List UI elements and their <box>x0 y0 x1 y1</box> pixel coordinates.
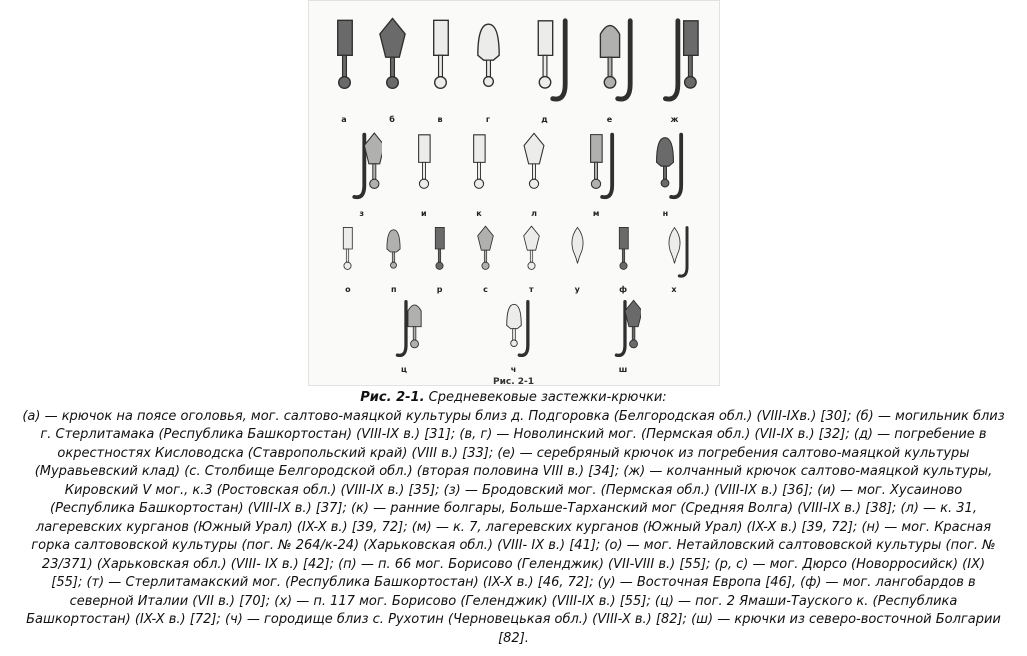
caption-line-3: окрестностях Кисловодска (Ставропольский край) (VIII в.) [33]; (е) — серебряный крючок из погребения салтово-маяцкой культуры <box>57 445 970 461</box>
caption-line-1: (а) — крючок на поясе оголовья, мог. салтово-маяцкой культуры близ д. Подгоровка (Белгородская обл.) (VIII-IXв.) [30]; (б) — могильник близ <box>22 408 1005 424</box>
artifact-d <box>520 15 570 125</box>
artifact-o <box>337 225 358 295</box>
caption-line-5: Кировский V мог., к.3 (Ростовская обл.) (VIII-IX в.) [35]; (з) — Бродовский мог. (Пермская обл.) (VIII-IX в.) [36]; (и) — мог. Хусаиново <box>64 482 963 498</box>
figure-row-2 <box>313 125 715 219</box>
artifact-zh <box>650 15 700 125</box>
artifact-label-ch: ч <box>510 365 517 374</box>
caption-line-8: горка салтововской культуры (пог. № 264/к-24) (Харьковская обл.) (VIII- IX в.) [41]; (о) — мог. Нетайловский салтововской культуры (пог. № <box>31 538 996 553</box>
artifact-label-m: м <box>592 209 600 218</box>
caption-title <box>8 389 1020 408</box>
caption-line-4: (Муравьевский клад) (с. Столбище Белгородской обл.) (вторая половина VIII в.) [34]; (ж) — колчанный крючок салтово-маяцкой культуры, <box>34 464 993 479</box>
figure-row-3 <box>313 219 715 295</box>
artifact-label-b: б <box>389 115 395 124</box>
caption-line-12: Башкортостан) (IX-X в.) [72]; (ч) — городище близ с. Рухотин (Черновецькая обл.) (VIII-X в.) [82]; (ш) — крючки из северо-восточной Болгарии <box>26 612 1001 627</box>
artifact-i <box>411 131 437 219</box>
artifact-label-i: и <box>420 209 427 218</box>
figure-caption <box>8 389 1020 648</box>
caption-line-10: [55]; (т) — Стерлитамакский мог. (Республика Башкортостан) (IX-X в.) [46, 72]; (у) — Восточная Европа [46], (ф) — мог. лангобардов в <box>51 575 976 590</box>
artifact-p <box>383 225 404 295</box>
caption-line-2: г. Стерлитамака (Республика Башкортостан) (VIII-IX в.) [31]; (в, г) — Новолинский мог. (Пермская обл.) (VII-IX в.) [32]; (д) — погребение в <box>40 427 987 442</box>
artifact-a <box>328 15 361 125</box>
artifact-label-ts: ц <box>401 365 407 374</box>
caption-title-number: Рис. 2-1. <box>360 390 425 405</box>
caption-line-7: лагеревских курганов (Южный Урал) (IX-X в.) [39, 72]; (м) — к. 7, лагеревских курганов (Южный Урал) (IX-X в.) [39, 72]; (н) — мог. Красная <box>35 519 992 535</box>
artifact-label-e: е <box>606 115 613 124</box>
artifact-label-l: л <box>531 209 537 218</box>
artifact-label-t: т <box>529 285 534 294</box>
artifact-label-n: н <box>662 209 669 218</box>
caption-line-11: северной Италии (VII в.) [70]; (х) — п. 117 мог. Борисово (Геленджик) (VIII-IX в.) [55]; (ц) — пог. 2 Ямаши-Тауского к. (Республика <box>69 593 958 609</box>
artifact-label-d: д <box>541 115 548 124</box>
artifact-n <box>645 131 685 219</box>
artifact-label-f: ф <box>619 285 628 294</box>
caption-title-text: Средневековые застежки-крючки: <box>424 390 667 405</box>
artifact-v <box>424 15 457 125</box>
caption-line-13: [82]. <box>498 630 529 646</box>
artifact-label-sh: ш <box>618 365 628 374</box>
artifact-f <box>613 225 634 295</box>
artifact-z <box>342 131 382 219</box>
artifact-g <box>472 15 505 125</box>
caption-line-9: 23/371) (Харьковская обл.) (VIII- IX в.) [42]; (п) — п. 66 мог. Борисово (Геленджик) (VII-VIII в.) [55]; (р, с) — мог. Дюрсо (Новорросийск) (IX) <box>41 556 986 572</box>
artifact-label-zh: ж <box>670 115 679 124</box>
artifact-b <box>376 15 409 125</box>
artifact-ts <box>386 299 422 375</box>
artifact-label-kh: х <box>671 285 677 294</box>
artifact-sh <box>605 299 641 375</box>
artifact-label-v: в <box>437 115 443 124</box>
plate-internal-label: Рис. 2-1 <box>492 377 535 387</box>
caption-line-6: (Республика Башкортостан) (VIII-IX в.) [37]; (к) — ранние болгары, Больше-Тарханский мог (Средняя Волга) (VIII-IX в.) [38]; (л) — к. 31, <box>50 501 977 516</box>
artifact-label-g: г <box>485 115 491 124</box>
artifact-ch <box>496 299 532 375</box>
artifact-l <box>521 131 547 219</box>
artifact-label-s: с <box>483 285 488 294</box>
artifact-label-r: р <box>436 285 443 294</box>
artifact-label-p: п <box>390 285 397 294</box>
artifact-e <box>585 15 635 125</box>
artifact-t <box>521 225 542 295</box>
artifact-u <box>567 225 588 295</box>
artifact-k <box>466 131 492 219</box>
artifact-label-u: у <box>574 285 580 294</box>
artifact-label-k: к <box>476 209 482 218</box>
artifact-s <box>475 225 496 295</box>
figure-plate <box>308 0 720 386</box>
artifact-label-o: о <box>345 285 351 294</box>
artifact-m <box>576 131 616 219</box>
figure-row-1 <box>313 7 715 125</box>
artifact-label-a: а <box>341 115 347 124</box>
artifact-label-z: з <box>359 209 364 218</box>
artifact-kh <box>659 225 690 295</box>
figure-row-4 <box>313 295 715 375</box>
artifact-r <box>429 225 450 295</box>
